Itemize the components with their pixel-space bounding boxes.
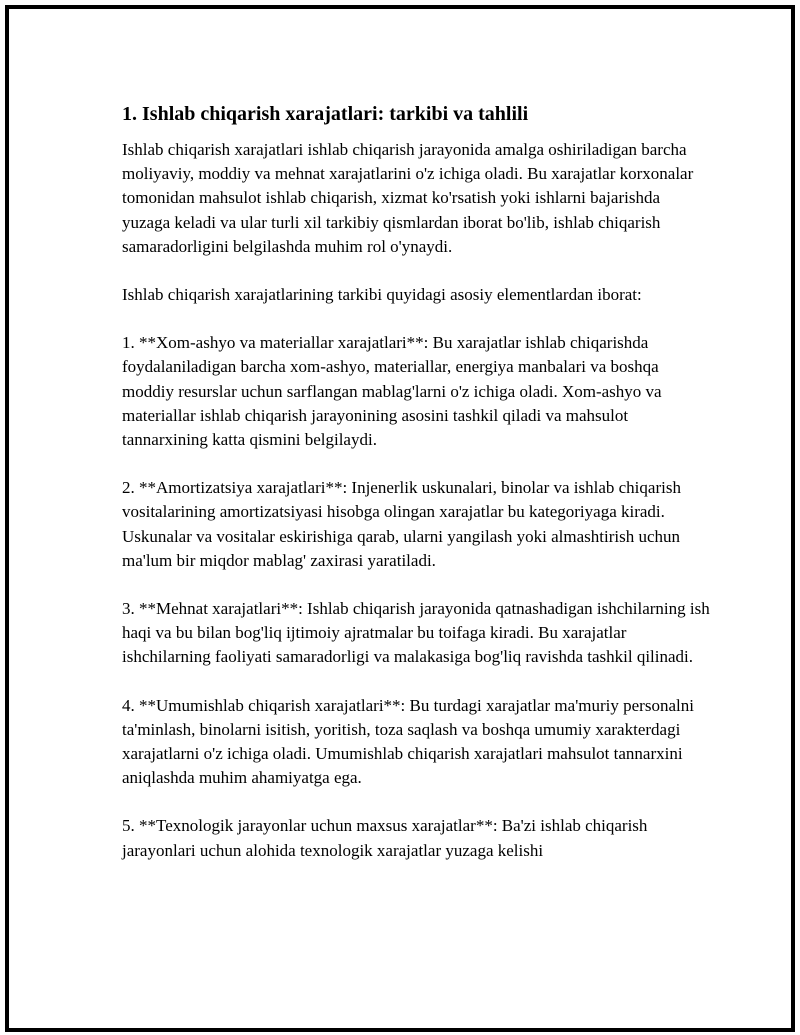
list-item: 4. **Umumishlab chiqarish xarajatlari**: Bu turdagi xarajatlar ma'muriy personalni ta'minlash, binolarni isitish, yoritish, toza saqlash va boshqa umumiy xarakterdagi xarajatlarni o'z ichiga oladi. Umumishlab chiqarish xarajatlari mahsulot tannarxini aniqlashda muhim ahamiyatga ega. [122, 695, 694, 788]
list-item: 2. **Amortizatsiya xarajatlari**: Injenerlik uskunalari, binolar va ishlab chiqarish vositalarining amortizatsiyasi hisobga olingan xarajatlar bu kategoriyaga kiradi. Uskunalar va vositalar eskirishiga qarab, ularni yangilash yoki almashtirish uchun ma'lum bir miqdor mablag' zaxirasi yaratiladi. [122, 478, 681, 570]
section-heading: 1. Ishlab chiqarish xarajatlari: tarkibi va tahlili [122, 103, 529, 125]
list-item: 3. **Mehnat xarajatlari**: Ishlab chiqarish jarayonida qatnashadigan ishchilarning ish haqi va bu bilan bog'liq ijtimoiy ajratmalar bu toifaga kiradi. Bu xarajatlar ishchilarning faoliyati samaradorligi va malakasiga bog'liq ravishda tashkil qilinadi. [122, 599, 710, 667]
page-frame [5, 5, 795, 1032]
list-item: 1. **Xom-ashyo va materiallar xarajatlari**: Bu xarajatlar ishlab chiqarishda foydalaniladigan barcha xom-ashyo, materiallar, energiya manbalari va boshqa moddiy resurslar uchun sarflangan mablag'larni o'z ichiga oladi. Xom-ashyo va materiallar ishlab chiqarish jarayonining asosini tashkil qiladi va mahsulot tannarxining katta qismini belgilaydi. [122, 333, 662, 450]
document-body [122, 100, 712, 887]
lead-paragraph: Ishlab chiqarish xarajatlarining tarkibi quyidagi asosiy elementlardan iborat: [122, 285, 642, 305]
intro-paragraph: Ishlab chiqarish xarajatlari ishlab chiqarish jarayonida amalga oshiriladigan barcha moliyaviy, moddiy va mehnat xarajatlarini o'z ichiga oladi. Bu xarajatlar korxonalar tomonidan mahsulot ishlab chiqarish, xizmat ko'rsatish yoki ishlarni bajarishda yuzaga keladi va ular turli xil tarkibiy qismlardan iborat bo'lib, ishlab chiqarish samaradorligini belgilashda muhim rol o'ynaydi. [122, 140, 694, 256]
list-item: 5. **Texnologik jarayonlar uchun maxsus xarajatlar**: Ba'zi ishlab chiqarish jarayonlari uchun alohida texnologik xarajatlar yuzaga kelishi [122, 816, 648, 860]
